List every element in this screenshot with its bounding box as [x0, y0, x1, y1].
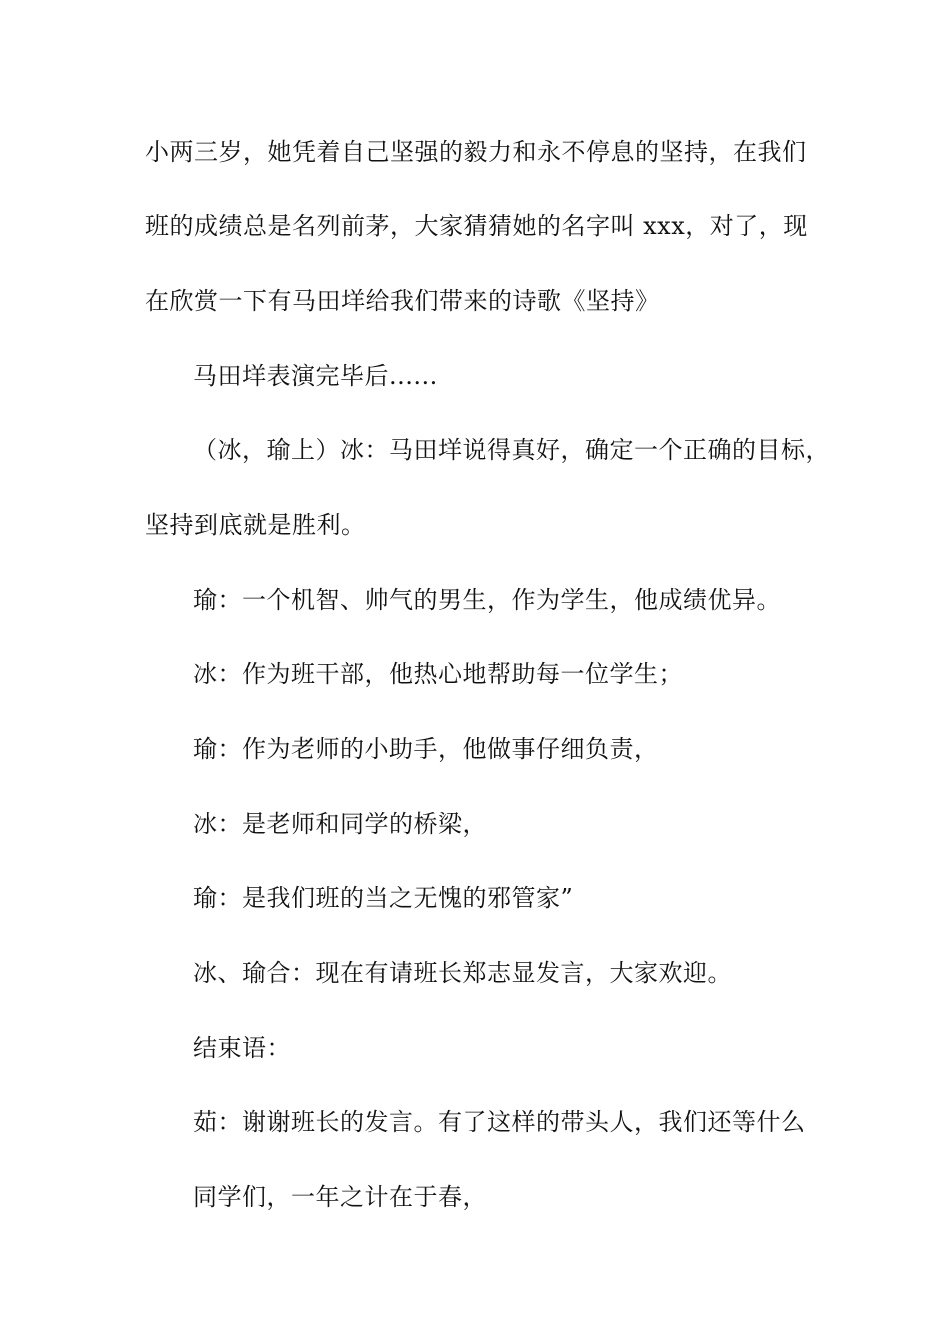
text-line: 冰、瑜合：现在有请班长郑志显发言，大家欢迎。: [193, 959, 732, 987]
text-line: 小两三岁，她凭着自己坚强的毅力和永不停息的坚持，在我们: [145, 138, 807, 166]
text-line: 班的成绩总是名列前茅，大家猜猜她的名字叫 xxx，对了，现: [145, 212, 808, 240]
text-line: 在欣赏一下有马田垟给我们带来的诗歌《坚持》: [145, 287, 660, 315]
text-line: 坚持到底就是胜利。: [145, 511, 366, 539]
text-line: 冰：是老师和同学的桥梁，: [193, 810, 487, 838]
text-line: 冰：作为班干部，他热心地帮助每一位学生；: [193, 660, 683, 688]
text-line: 同学们，一年之计在于春，: [193, 1183, 487, 1211]
text-line: （冰，瑜上）冰：马田垟说得真好，确定一个正确的目标，: [193, 436, 830, 464]
text-line: 结束语：: [193, 1034, 291, 1062]
text-line: 瑜：一个机智、帅气的男生，作为学生，他成绩优异。: [193, 586, 781, 614]
text-line: 马田垟表演完毕后......: [193, 362, 438, 390]
text-line: 瑜：作为老师的小助手，他做事仔细负责，: [193, 735, 659, 763]
text-line: 瑜：是我们班的当之无愧的邪管家”: [193, 884, 574, 912]
text-line: 茹：谢谢班长的发言。有了这样的带头人，我们还等什么: [193, 1108, 806, 1136]
